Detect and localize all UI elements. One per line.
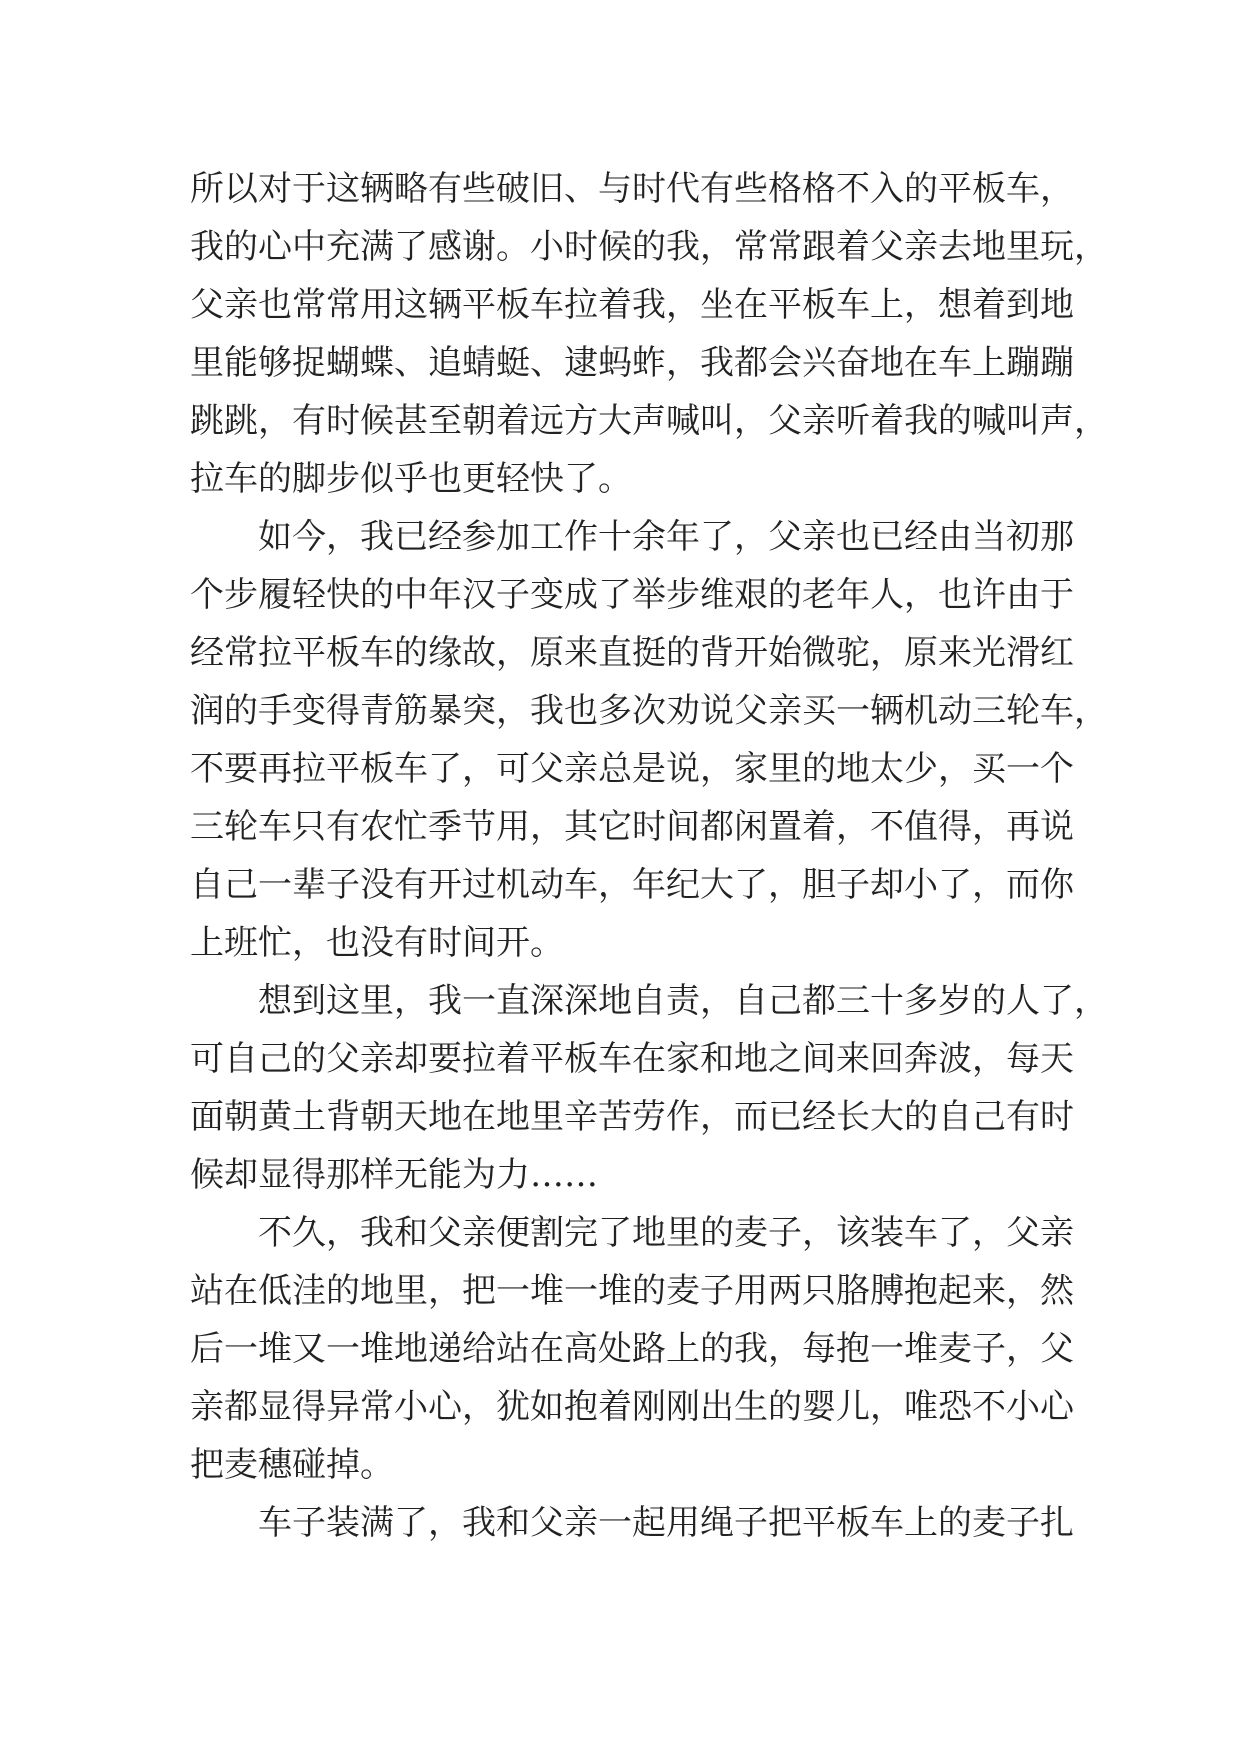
text-line: 父亲也常常用这辆平板车拉着我，坐在平板车上，想着到地	[190, 285, 1074, 325]
text-line: 如今，我已经参加工作十余年了，父亲也已经由当初那	[258, 517, 1074, 557]
text-line: 拉车的脚步似乎也更轻快了。	[190, 459, 632, 499]
text-line: 车子装满了，我和父亲一起用绳子把平板车上的麦子扎	[258, 1503, 1074, 1543]
text-line: 亲都显得异常小心，犹如抱着刚刚出生的婴儿，唯恐不小心	[190, 1387, 1074, 1427]
text-line: 面朝黄土背朝天地在地里辛苦劳作，而已经长大的自己有时	[190, 1097, 1074, 1137]
text-line: 个步履轻快的中年汉子变成了举步维艰的老年人，也许由于	[190, 575, 1074, 615]
text-line: 候却显得那样无能为力……	[190, 1155, 598, 1195]
text-line: 可自己的父亲却要拉着平板车在家和地之间来回奔波，每天	[190, 1039, 1074, 1079]
text-line: 站在低洼的地里，把一堆一堆的麦子用两只胳膊抱起来，然	[190, 1271, 1074, 1311]
text-line: 想到这里，我一直深深地自责，自己都三十多岁的人了，	[258, 981, 1108, 1021]
text-line: 不久，我和父亲便割完了地里的麦子，该装车了，父亲	[258, 1213, 1074, 1253]
text-line: 把麦穗碰掉。	[190, 1445, 394, 1485]
text-line: 里能够捉蝴蝶、追蜻蜓、逮蚂蚱，我都会兴奋地在车上蹦蹦	[190, 343, 1074, 383]
text-line: 润的手变得青筋暴突，我也多次劝说父亲买一辆机动三轮车，	[190, 691, 1108, 731]
text-line: 我的心中充满了感谢。小时候的我，常常跟着父亲去地里玩，	[190, 227, 1108, 267]
text-line: 跳跳，有时候甚至朝着远方大声喊叫，父亲听着我的喊叫声，	[190, 401, 1108, 441]
text-line: 后一堆又一堆地递给站在高处路上的我，每抱一堆麦子，父	[190, 1329, 1074, 1369]
text-line: 自己一辈子没有开过机动车，年纪大了，胆子却小了，而你	[190, 865, 1074, 905]
text-line: 三轮车只有农忙季节用，其它时间都闲置着，不值得，再说	[190, 807, 1074, 847]
text-line: 经常拉平板车的缘故，原来直挺的背开始微驼，原来光滑红	[190, 633, 1074, 673]
document-body	[190, 160, 1108, 1552]
text-line: 上班忙，也没有时间开。	[190, 923, 564, 963]
text-line: 所以对于这辆略有些破旧、与时代有些格格不入的平板车，	[190, 169, 1074, 209]
text-line: 不要再拉平板车了，可父亲总是说，家里的地太少，买一个	[190, 749, 1074, 789]
